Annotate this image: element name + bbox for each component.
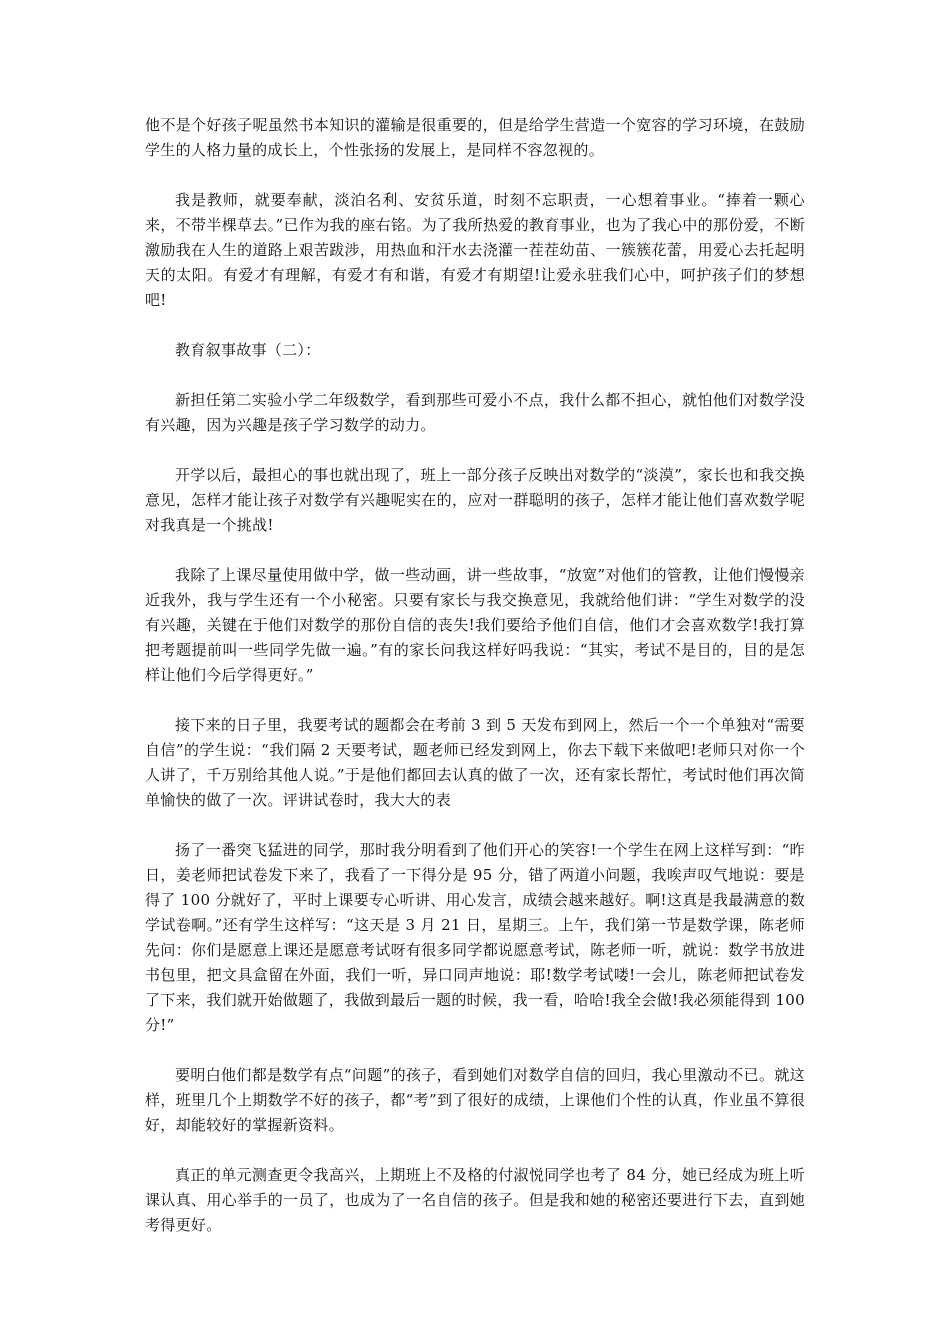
paragraph-1: 他不是个好孩子呢虽然书本知识的灌输是很重要的，但是给学生营造一个宽容的学习环境，在鼓励学生的人格力量的成长上，个性张扬的发展上，是同样不容忽视的。 xyxy=(145,116,805,159)
paragraph-5: 我除了上课尽量使用做中学，做一些动画，讲一些故事，“放宽”对他们的管教，让他们慢慢亲近我外，我与学生还有一个小秘密。只要有家长与我交换意见，我就给他们讲：“学生对数学的没有兴趣，关键在于他们对数学的那份自信的丧失!我们要给予他们自信，他们才会喜欢数学!我打算把考题提前叫一些同学先做一遍。”有的家长问我这样好吗我说：“其实，考试不是目的，目的是怎样让他们今后学得更好。” xyxy=(145,566,805,684)
document-body xyxy=(145,113,805,1263)
paragraph-2: 我是教师，就要奉献，淡泊名利、安贫乐道，时刻不忘职责，一心想着事业。“捧着一颗心来，不带半棵草去。”已作为我的座右铭。为了我所热爱的教育事业，也为了我心中的那份爱，不断激励我在人生的道路上艰苦跋涉，用热血和汗水去浇灌一茬茬幼苗、一簇簇花蕾，用爱心去托起明天的太阳。有爱才有理解，有爱才有和谐，有爱才有期望!让爱永驻我们心中，呵护孩子们的梦想吧! xyxy=(145,191,805,309)
paragraph-7: 扬了一番突飞猛进的同学，那时我分明看到了他们开心的笑容!一个学生在网上这样写到：“昨日，姜老师把试卷发下来了，我看了一下得分是 95 分，错了两道小问题，我唉声叹气地说：要是得了 100 分就好了，平时上课要专心听讲、用心发言，成绩会越来越好。啊!这真是我最满意的数学试卷啊。”还有学生这样写：“这天是 3 月 21 日，星期三。上午，我们第一节是数学课，陈老师先问：你们是愿意上课还是愿意考试呀有很多同学都说愿意考试，陈老师一听，就说：数学书放进书包里，把文具盒留在外面，我们一听，异口同声地说：耶!数学考试喽!一会儿，陈老师把试卷发了下来，我们就开始做题了，我做到最后一题的时候，我一看，哈哈!我全会做!我必须能得到 100 分!” xyxy=(145,841,805,1034)
paragraph-8: 要明白他们都是数学有点“问题”的孩子，看到她们对数学自信的回归，我心里激动不已。就这样，班里几个上期数学不好的孩子，都“考”到了很好的成绩，上课他们个性的认真，作业虽不算很好，却能较好的掌握新资料。 xyxy=(145,1066,805,1134)
paragraph-9: 真正的单元测查更令我高兴，上期班上不及格的付淑悦同学也考了 84 分，她已经成为班上听课认真、用心举手的一员了，也成为了一名自信的孩子。但是我和她的秘密还要进行下去，直到她考得更好。 xyxy=(145,1166,805,1234)
paragraph-4: 开学以后，最担心的事也就出现了，班上一部分孩子反映出对数学的“淡漠”，家长也和我交换意见，怎样才能让孩子对数学有兴趣呢实在的，应对一群聪明的孩子，怎样才能让他们喜欢数学呢对我真是一个挑战! xyxy=(145,466,805,534)
paragraph-3: 新担任第二实验小学二年级数学，看到那些可爱小不点，我什么都不担心，就怕他们对数学没有兴趣，因为兴趣是孩子学习数学的动力。 xyxy=(145,391,805,434)
section-heading: 教育叙事故事（二）： xyxy=(175,341,321,359)
paragraph-6: 接下来的日子里，我要考试的题都会在考前 3 到 5 天发布到网上，然后一个一个单独对“需要自信”的学生说：“我们隔 2 天要考试，题老师已经发到网上，你去下载下来做吧!老师只对你一个人讲了，千万别给其他人说。”于是他们都回去认真的做了一次，还有家长帮忙，考试时他们再次简单愉快的做了一次。评讲试卷时，我大大的表 xyxy=(145,716,805,809)
